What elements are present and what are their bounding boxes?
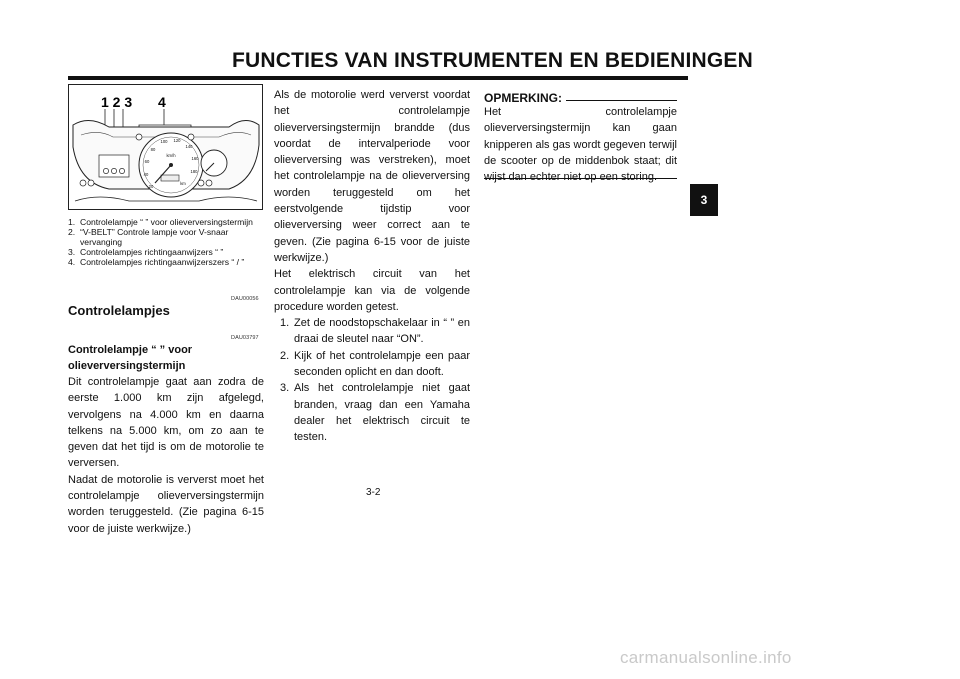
speed-tick-120: 120: [173, 138, 181, 143]
page-header-title: FUNCTIES VAN INSTRUMENTEN EN BEDIENINGEN: [232, 49, 753, 72]
speed-tick-100: 100: [160, 139, 168, 144]
caption-item: 2. “V-BELT” Controle lampje voor V-snaar vervanging: [68, 227, 229, 247]
section-title: Controlelampjes: [68, 303, 170, 318]
paragraph: Het elektrisch circuit van het controlelampje kan via de volgende procedure worden getest.: [274, 268, 470, 313]
callout-1-2-3: 1 2 3: [101, 94, 133, 110]
note-end-rule: [484, 178, 677, 179]
list-item: 2. Kijk of het controlelampje een paar seconden oplicht en dan dooft.: [280, 349, 470, 379]
section-code: DAU00056: [231, 296, 259, 302]
callout-4: 4: [158, 94, 166, 110]
speed-tick-140: 140: [185, 144, 193, 149]
speed-tick-20: 20: [148, 184, 154, 189]
speed-unit: km/h: [166, 153, 176, 158]
paragraph: Als de motorolie werd ververst voordat het controlelampje olieverversingstermijn brandde (dus voordat de intervalperiode voor olieverversing was verstreken), moet het controlelampje na de olieverversing worden teruggesteld om het eerstvolgende tijdstip voor olieverversing weer correct aan te geven. (Zie pagina 6-15 voor de juiste werkwijze.): [274, 89, 470, 264]
speed-tick-60: 60: [144, 159, 150, 164]
subsection-code: DAU03797: [231, 335, 259, 341]
test-steps: [274, 315, 470, 445]
middle-column-text: [274, 87, 470, 446]
chapter-tab: 3: [690, 184, 718, 216]
caption-item: 4. Controlelampjes richtingaanwijzerszers “ / ”: [68, 257, 245, 267]
left-column-text: [68, 374, 264, 537]
speed-tick-80: 80: [150, 147, 156, 152]
note-header: [484, 91, 677, 105]
note-title: OPMERKING:: [484, 91, 562, 105]
note-text: Het controlelampje olieverversingstermijn kan gaan knipperen als gas wordt gegeven terwijl de scooter op de middenbok staat; dit: [484, 106, 677, 167]
header-rule: [68, 76, 688, 80]
instrument-panel-figure: [68, 84, 263, 210]
paragraph: Dit controlelampje gaat aan zodra de eerste 1.000 km zijn afgelegd, vervolgens na 4.000 km en daarna telkens na 5.000 km, om zo aan te geven dat het tijd is om de motorolie te verversen.: [68, 376, 264, 470]
paragraph: Nadat de motorolie is ververst moet het controlelampje olieverversingstermijn worden teruggesteld. (Zie pagina 6-15 voor de juiste werkwijze.): [68, 473, 264, 535]
page-number: 3-2: [366, 487, 381, 498]
list-item: 3. Als het controlelampje niet gaat branden, vraag dan een Yamaha dealer het elektrisch circuit te testen.: [280, 382, 470, 444]
odo-unit: km: [180, 181, 186, 186]
instrument-panel-illustration: [69, 85, 262, 209]
caption-item: 1. Controlelampje “ ” voor olieverversingstermijn: [68, 217, 253, 227]
note-rule: [566, 100, 677, 101]
speed-tick-40: 40: [143, 172, 149, 177]
speed-tick-160: 160: [191, 156, 199, 161]
list-item: 1. Zet de noodstopschakelaar in “ ” en draai de sleutel naar “ON”.: [280, 317, 470, 346]
figure-captions: [68, 217, 264, 267]
speed-tick-180: 180: [190, 169, 198, 174]
caption-item: 3. Controlelampjes richtingaanwijzers “ ”: [68, 247, 224, 257]
watermark: carmanualsonline.info: [620, 648, 792, 667]
subsection-title: Controlelampje “ ” voor olieverversingstermijn: [68, 344, 193, 373]
